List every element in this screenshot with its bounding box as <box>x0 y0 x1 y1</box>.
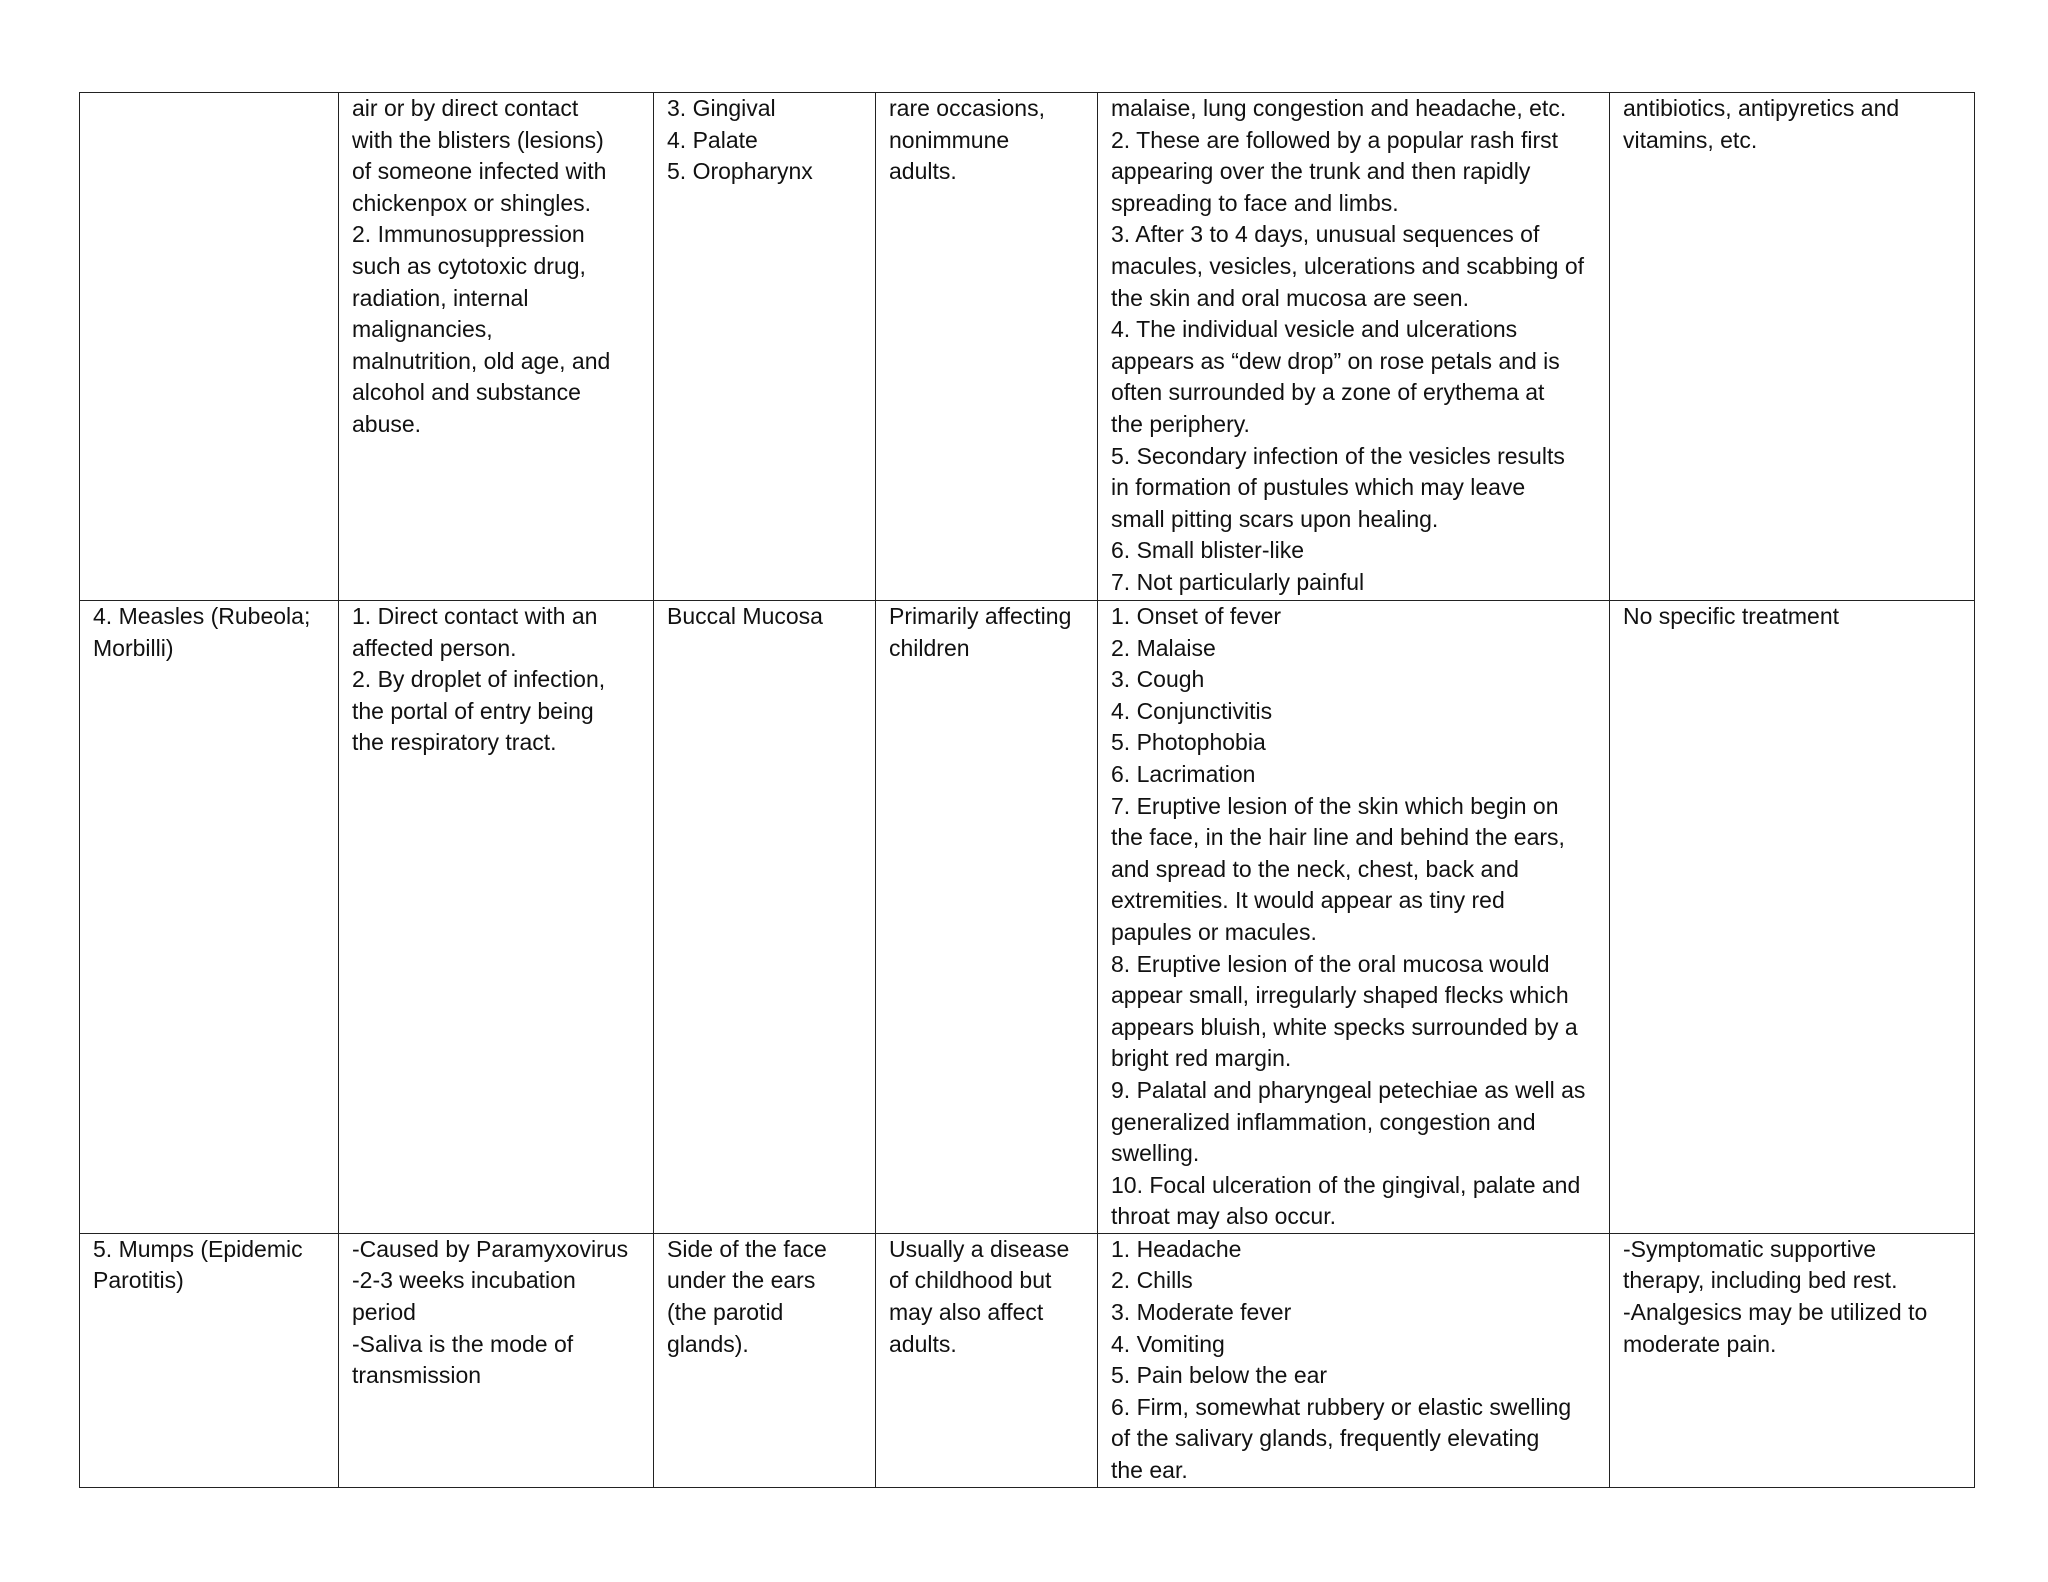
cell-text-line: 6. Firm, somewhat rubbery or elastic swelling <box>1111 1393 1572 1420</box>
cell-text-line: 10. Focal ulceration of the gingival, palate and <box>1111 1171 1581 1198</box>
cell-text-line: rare occasions, <box>889 95 1045 121</box>
cell-text-line: the ear. <box>1111 1457 1188 1484</box>
cell-text-line: -Symptomatic supportive <box>1623 1235 1877 1262</box>
cell-text-line: appears bluish, white specks surrounded by a <box>1111 1013 1578 1040</box>
cell-text-line: glands). <box>667 1330 749 1357</box>
cell-text-line: bright red margin. <box>1111 1045 1292 1072</box>
cause-cell <box>339 1233 654 1487</box>
cell-text-line: 4. Vomiting <box>1111 1330 1225 1357</box>
cell-text-line: swelling. <box>1111 1140 1200 1167</box>
cell-text-line: 1. Headache <box>1111 1235 1242 1262</box>
cell-text-line: Morbilli) <box>93 634 174 661</box>
cell-text-line: 7. Eruptive lesion of the skin which begin on <box>1111 792 1559 819</box>
population-cell <box>876 601 1098 1234</box>
cell-text-line: malaise, lung congestion and headache, etc. <box>1111 95 1567 121</box>
cell-text-line: malnutrition, old age, and <box>352 347 611 374</box>
cell-text-line: 1. Onset of fever <box>1111 603 1282 629</box>
cause-cell <box>339 601 654 1234</box>
cell-text-line: the portal of entry being <box>352 697 594 724</box>
cell-text-line: (the parotid <box>667 1299 784 1326</box>
cell-text-line: 2. Immunosuppression <box>352 221 585 248</box>
treatment-cell <box>1610 601 1975 1234</box>
cell-text-line: -Saliva is the mode of <box>352 1330 574 1357</box>
cell-text-line: 4. Palate <box>667 126 758 153</box>
cell-text-line: under the ears <box>667 1267 816 1294</box>
cell-text-line: papules or macules. <box>1111 918 1317 945</box>
disease-cell <box>80 93 339 601</box>
disease-table <box>79 92 1975 1488</box>
cell-text-line: 8. Eruptive lesion of the oral mucosa would <box>1111 950 1550 977</box>
cell-text-line: of the salivary glands, frequently elevating <box>1111 1425 1540 1452</box>
cell-text-line: air or by direct contact <box>352 95 579 121</box>
cell-text-line: Buccal Mucosa <box>667 603 823 629</box>
cell-text-line: No specific treatment <box>1623 603 1840 629</box>
cell-text-line: the respiratory tract. <box>352 729 557 756</box>
cell-text-line: alcohol and substance <box>352 379 581 406</box>
cell-text-line: of childhood but <box>889 1267 1052 1294</box>
cell-text-line: appears as “dew drop” on rose petals and is <box>1111 347 1560 374</box>
cell-text-line: 6. Lacrimation <box>1111 760 1256 787</box>
signs-cell <box>1098 601 1610 1234</box>
site-cell <box>654 93 876 601</box>
cell-text-line: radiation, internal <box>352 284 529 311</box>
treatment-cell <box>1610 93 1975 601</box>
cell-text-line: 9. Palatal and pharyngeal petechiae as well as <box>1111 1076 1586 1103</box>
cell-text-line: 5. Secondary infection of the vesicles results <box>1111 442 1565 469</box>
cell-text-line: 1. Direct contact with an <box>352 603 598 629</box>
cell-text-line: vitamins, etc. <box>1623 126 1758 153</box>
cell-text-line: often surrounded by a zone of erythema at <box>1111 379 1545 406</box>
cell-text-line: 5. Oropharynx <box>667 158 813 185</box>
population-cell <box>876 1233 1098 1487</box>
cell-text-line: 5. Photophobia <box>1111 729 1266 756</box>
site-cell <box>654 601 876 1234</box>
cell-text-line: 7. Not particularly painful <box>1111 568 1365 595</box>
cell-text-line: 2. By droplet of infection, <box>352 666 606 693</box>
cell-text-line: -Caused by Paramyxovirus <box>352 1235 629 1262</box>
cell-text-line: adults. <box>889 158 957 185</box>
cell-text-line: extremities. It would appear as tiny red <box>1111 887 1505 914</box>
cell-text-line: throat may also occur. <box>1111 1203 1336 1230</box>
cell-text-line: abuse. <box>352 410 422 437</box>
table-row <box>80 1233 1975 1487</box>
site-cell <box>654 1233 876 1487</box>
cell-text-line: with the blisters (lesions) <box>352 126 604 153</box>
cell-text-line: Primarily affecting <box>889 603 1072 629</box>
cell-text-line: 3. After 3 to 4 days, unusual sequences of <box>1111 221 1540 248</box>
cell-text-line: nonimmune <box>889 126 1010 153</box>
cell-text-line: malignancies, <box>352 316 493 343</box>
cell-text-line: 2. Chills <box>1111 1267 1193 1294</box>
cell-text-line: 3. Moderate fever <box>1111 1299 1292 1326</box>
cell-text-line: 3. Cough <box>1111 666 1205 693</box>
signs-cell <box>1098 1233 1610 1487</box>
cell-text-line: affected person. <box>352 634 517 661</box>
cell-text-line: spreading to face and limbs. <box>1111 189 1399 216</box>
cause-cell <box>339 93 654 601</box>
cell-text-line: of someone infected with <box>352 158 607 185</box>
cell-text-line: such as cytotoxic drug, <box>352 252 586 279</box>
cell-text-line: Parotitis) <box>93 1267 184 1294</box>
cell-text-line: the periphery. <box>1111 410 1250 437</box>
cell-text-line: small pitting scars upon healing. <box>1111 505 1439 532</box>
cell-text-line: 4. The individual vesicle and ulcerations <box>1111 316 1518 343</box>
cell-text-line: 3. Gingival <box>667 95 776 121</box>
cell-text-line: Usually a disease <box>889 1235 1070 1262</box>
cell-text-line: 6. Small blister-like <box>1111 537 1304 564</box>
disease-cell <box>80 1233 339 1487</box>
cell-text-line: -Analgesics may be utilized to <box>1623 1299 1928 1326</box>
population-cell <box>876 93 1098 601</box>
table-row <box>80 93 1975 601</box>
cell-text-line: therapy, including bed rest. <box>1623 1267 1898 1294</box>
cell-text-line: Side of the face <box>667 1235 827 1262</box>
cell-text-line: -2-3 weeks incubation <box>352 1267 576 1294</box>
cell-text-line: 2. These are followed by a popular rash first <box>1111 126 1559 153</box>
cell-text-line: period <box>352 1299 416 1326</box>
cell-text-line: appear small, irregularly shaped flecks which <box>1111 982 1569 1009</box>
cell-text-line: in formation of pustules which may leave <box>1111 474 1526 501</box>
cell-text-line: the face, in the hair line and behind the ears, <box>1111 824 1565 851</box>
cell-text-line: transmission <box>352 1362 482 1389</box>
cell-text-line: the skin and oral mucosa are seen. <box>1111 284 1469 311</box>
table-row <box>80 601 1975 1234</box>
cell-text-line: antibiotics, antipyretics and <box>1623 95 1900 121</box>
cell-text-line: and spread to the neck, chest, back and <box>1111 855 1519 882</box>
cell-text-line: may also affect <box>889 1299 1044 1326</box>
cell-text-line: 4. Measles (Rubeola; <box>93 603 311 629</box>
signs-cell <box>1098 93 1610 601</box>
cell-text-line: moderate pain. <box>1623 1330 1777 1357</box>
cell-text-line: 2. Malaise <box>1111 634 1216 661</box>
cell-text-line: 5. Mumps (Epidemic <box>93 1235 303 1262</box>
cell-text-line: 5. Pain below the ear <box>1111 1362 1328 1389</box>
cell-text-line: appearing over the trunk and then rapidly <box>1111 158 1531 185</box>
cell-text-line: generalized inflammation, congestion and <box>1111 1108 1536 1135</box>
cell-text-line: macules, vesicles, ulcerations and scabbing of <box>1111 252 1585 279</box>
cell-text-line: chickenpox or shingles. <box>352 189 592 216</box>
cell-text-line: children <box>889 634 970 661</box>
cell-text-line: adults. <box>889 1330 957 1357</box>
cell-text-line: 4. Conjunctivitis <box>1111 697 1273 724</box>
disease-cell <box>80 601 339 1234</box>
treatment-cell <box>1610 1233 1975 1487</box>
